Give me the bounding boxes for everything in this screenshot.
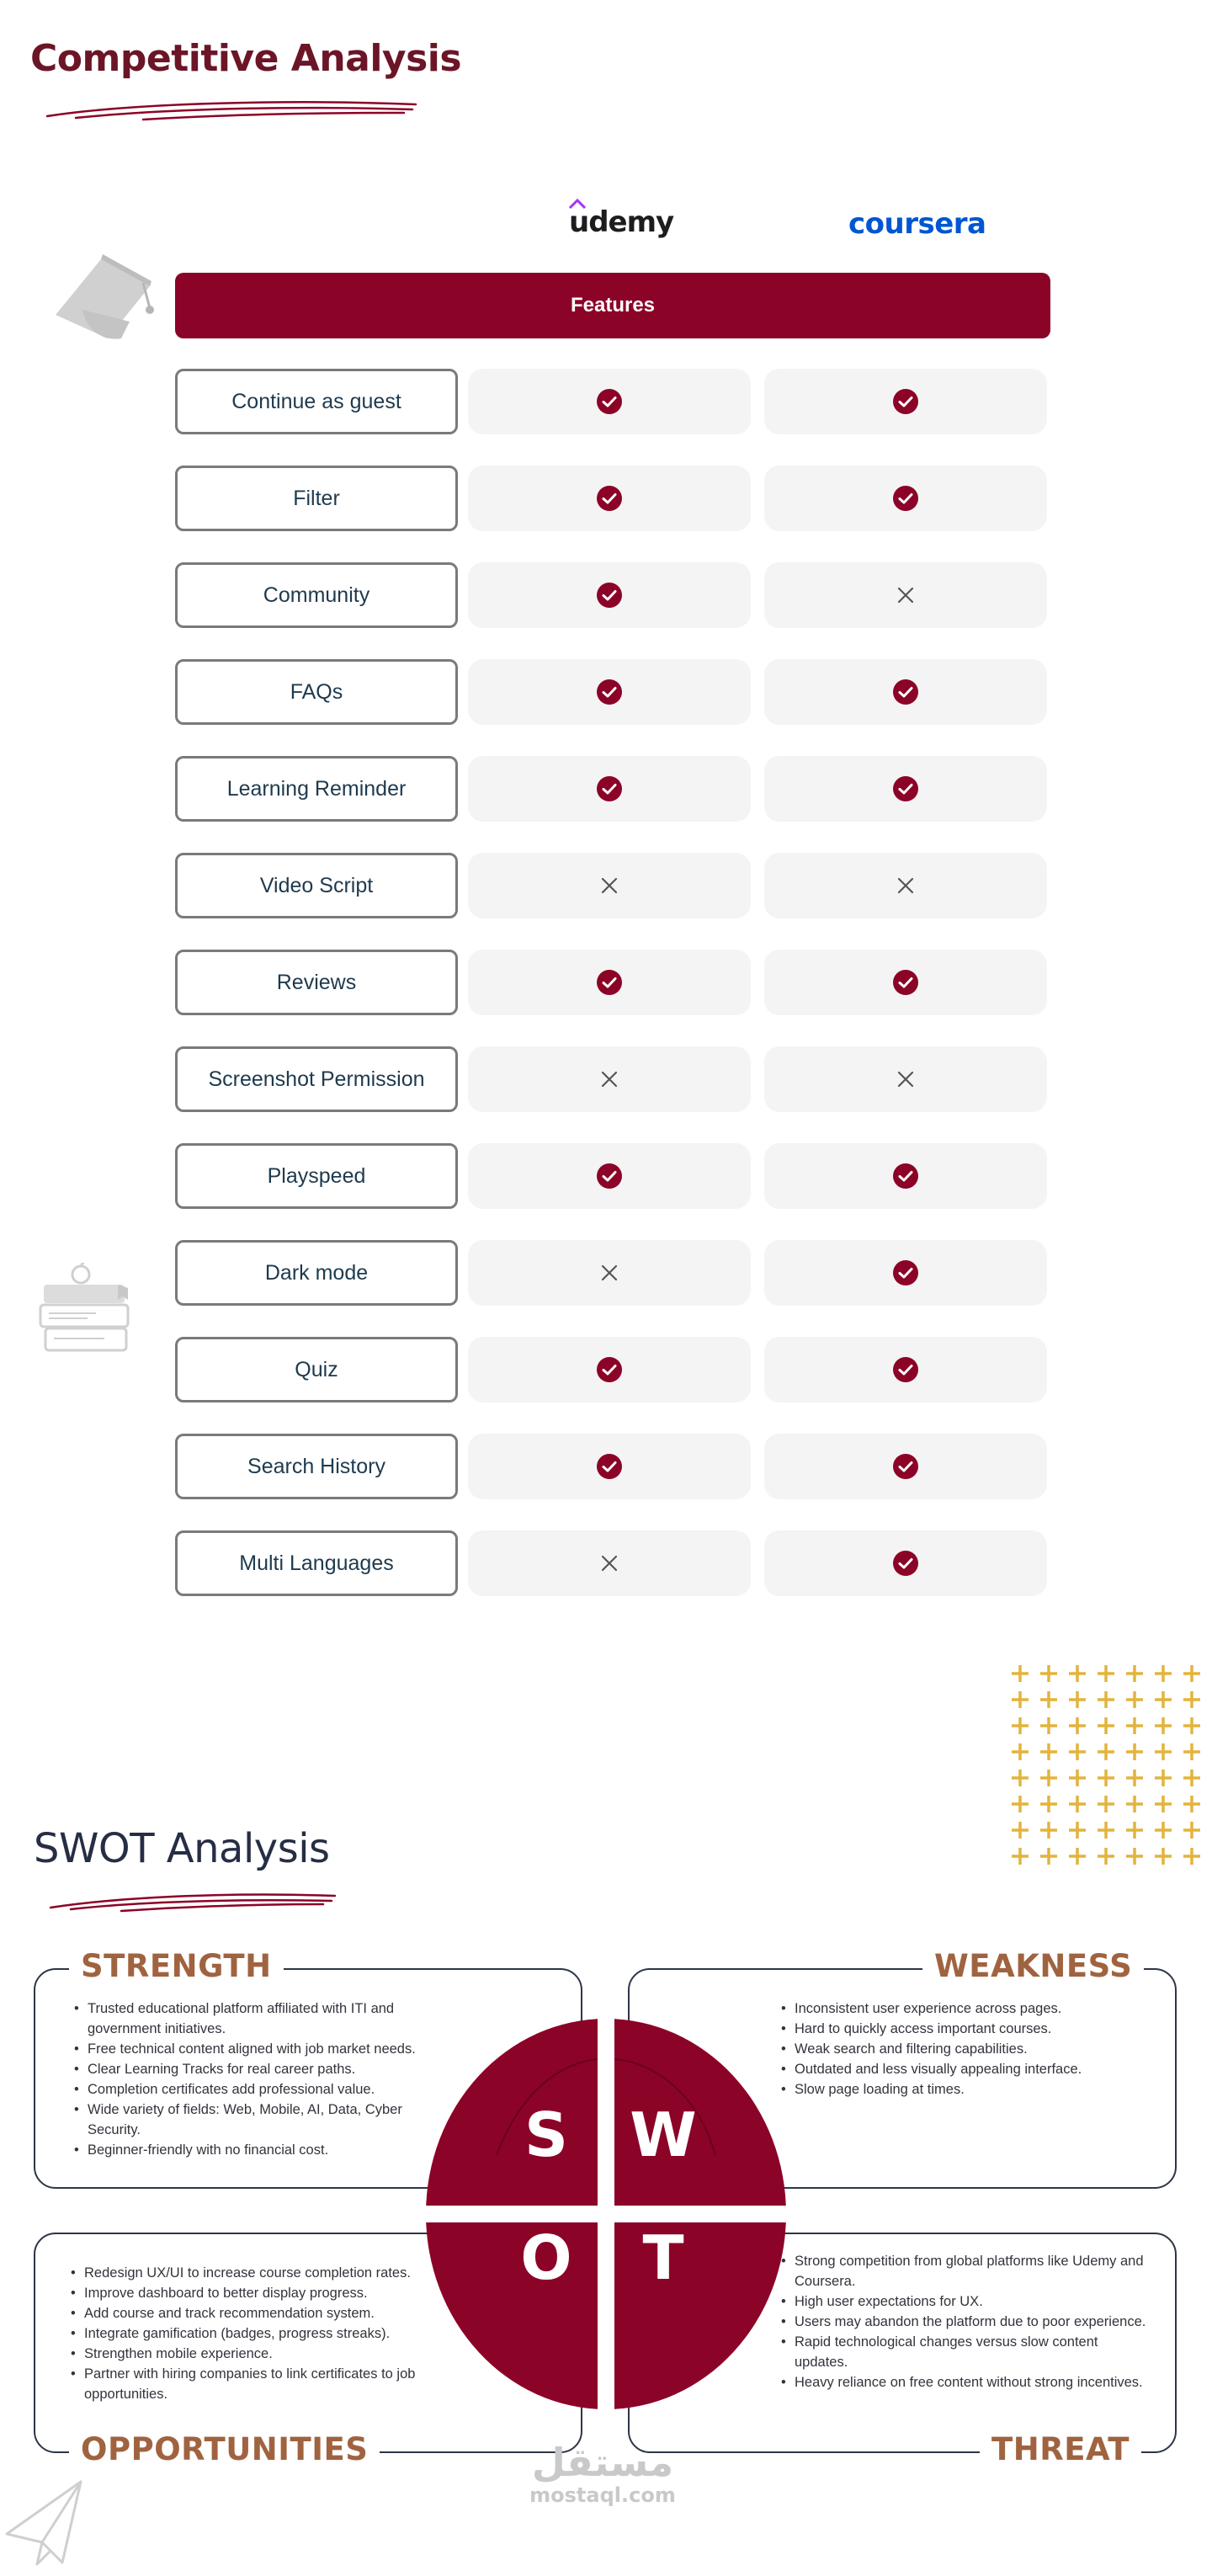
udemy-support-cell [468,1337,751,1402]
check-circle-icon [892,1356,919,1383]
list-item: • Hard to quickly access important courses. [779,2019,1150,2039]
list-item: • Users may abandon the platform due to poor experience. [779,2312,1150,2332]
swot-letter-s: S [524,2100,568,2170]
check-circle-icon [892,388,919,415]
udemy-support-cell [468,1046,751,1112]
check-circle-icon [596,1453,623,1480]
check-circle-icon [596,679,623,705]
feature-label: Quiz [175,1337,458,1402]
check-circle-icon [892,1163,919,1190]
feature-row [175,659,1050,725]
feature-row [175,466,1050,531]
feature-label: Reviews [175,950,458,1015]
feature-label: Continue as guest [175,369,458,434]
coursera-support-cell [764,1337,1047,1402]
feature-label: Dark mode [175,1240,458,1306]
udemy-logo-text: udemy [569,205,674,239]
threat-label: THREAT [980,2431,1141,2467]
list-item: • Integrate gamification (badges, progress streaks). [69,2323,439,2344]
list-item: • Add course and track recommendation system. [69,2303,439,2323]
weakness-label: WEAKNESS [922,1948,1144,1984]
feature-label: Search History [175,1434,458,1499]
feature-row [175,1240,1050,1306]
feature-row [175,1046,1050,1112]
feature-row [175,1143,1050,1209]
coursera-support-cell [764,659,1047,725]
udemy-support-cell [468,756,751,822]
feature-label: Learning Reminder [175,756,458,822]
list-item: • Clear Learning Tracks for real career paths. [72,2059,443,2079]
opportunities-list [69,2263,439,2404]
swot-letter-o: O [520,2222,572,2293]
list-item: • Rapid technological changes versus slow content updates. [779,2332,1150,2372]
paper-plane-icon [3,2475,88,2569]
udemy-support-cell [468,950,751,1015]
list-item: • Improve dashboard to better display progress. [69,2283,439,2303]
coursera-support-cell [764,1143,1047,1209]
swot-letter-w: W [630,2100,697,2170]
list-item: • Completion certificates add professional value. [72,2079,443,2100]
features-header: Features [175,273,1050,338]
list-item: • High user expectations for UX. [779,2291,1150,2312]
x-icon [600,876,619,895]
feature-row [175,853,1050,918]
page-title: Competitive Analysis [30,37,462,80]
title-underline-icon [42,94,421,123]
feature-row [175,756,1050,822]
coursera-support-cell [764,950,1047,1015]
coursera-support-cell [764,369,1047,434]
udemy-logo [569,205,673,239]
watermark-latin: mostaql.com [529,2483,676,2507]
list-item: • Trusted educational platform affiliated with ITI and government initiatives. [72,1999,443,2039]
check-circle-icon [596,969,623,996]
udemy-support-cell [468,853,751,918]
feature-label: FAQs [175,659,458,725]
udemy-support-cell [468,466,751,531]
swot-title-underline-icon [45,1886,340,1914]
list-item: • Slow page loading at times. [779,2079,1150,2100]
check-circle-icon [596,582,623,609]
check-circle-icon [892,1453,919,1480]
strength-label: STRENGTH [69,1948,284,1984]
coursera-support-cell [764,1530,1047,1596]
udemy-support-cell [468,1434,751,1499]
plus-pattern-icon [1010,1663,1212,1874]
list-item: • Inconsistent user experience across pages. [779,1999,1150,2019]
check-circle-icon [892,1259,919,1286]
check-circle-icon [892,969,919,996]
udemy-support-cell [468,562,751,628]
check-circle-icon [892,1550,919,1577]
coursera-support-cell [764,562,1047,628]
list-item: • Wide variety of fields: Web, Mobile, AI, Data, Cyber Security. [72,2100,443,2140]
weakness-list [779,1999,1150,2100]
check-circle-icon [892,679,919,705]
udemy-support-cell [468,369,751,434]
udemy-hat-icon [569,199,586,209]
feature-label: Screenshot Permission [175,1046,458,1112]
feature-label: Filter [175,466,458,531]
list-item: • Redesign UX/UI to increase course completion rates. [69,2263,439,2283]
check-circle-icon [596,485,623,512]
list-item: • Weak search and filtering capabilities. [779,2039,1150,2059]
x-icon [600,1554,619,1573]
opportunities-label: OPPORTUNITIES [69,2431,380,2467]
check-circle-icon [596,775,623,802]
udemy-support-cell [468,1530,751,1596]
coursera-support-cell [764,1240,1047,1306]
check-circle-icon [892,485,919,512]
x-icon [896,586,915,604]
feature-label: Multi Languages [175,1530,458,1596]
coursera-support-cell [764,1046,1047,1112]
list-item: • Strengthen mobile experience. [69,2344,439,2364]
swot-title: SWOT Analysis [34,1825,330,1872]
check-circle-icon [596,1163,623,1190]
feature-row [175,1530,1050,1596]
mostaql-watermark [527,2441,678,2507]
x-icon [600,1264,619,1282]
coursera-logo: coursera [848,207,986,241]
threat-list [779,2251,1150,2392]
feature-row [175,950,1050,1015]
coursera-support-cell [764,853,1047,918]
x-icon [896,876,915,895]
feature-row [175,369,1050,434]
x-icon [600,1070,619,1088]
list-item: • Heavy reliance on free content without strong incentives. [779,2372,1150,2392]
strength-list [72,1999,443,2160]
swot-letter-t: T [642,2222,684,2293]
feature-label: Playspeed [175,1143,458,1209]
check-circle-icon [892,775,919,802]
x-icon [896,1070,915,1088]
watermark-arabic: مستقل [531,2440,674,2485]
list-item: • Partner with hiring companies to link certificates to job opportunities. [69,2364,439,2404]
coursera-support-cell [764,466,1047,531]
udemy-support-cell [468,659,751,725]
check-circle-icon [596,388,623,415]
list-item: • Outdated and less visually appealing interface. [779,2059,1150,2079]
udemy-support-cell [468,1240,751,1306]
feature-row [175,562,1050,628]
feature-label: Video Script [175,853,458,918]
coursera-support-cell [764,1434,1047,1499]
list-item: • Beginner-friendly with no financial cost. [72,2140,443,2160]
graduation-cap-icon [49,247,158,349]
check-circle-icon [596,1356,623,1383]
feature-label: Community [175,562,458,628]
swot-circle-icon [421,2012,791,2416]
coursera-support-cell [764,756,1047,822]
list-item: • Strong competition from global platforms like Udemy and Coursera. [779,2251,1150,2291]
books-icon [37,1263,138,1364]
udemy-support-cell [468,1143,751,1209]
list-item: • Free technical content aligned with job market needs. [72,2039,443,2059]
feature-row [175,1337,1050,1402]
feature-row [175,1434,1050,1499]
